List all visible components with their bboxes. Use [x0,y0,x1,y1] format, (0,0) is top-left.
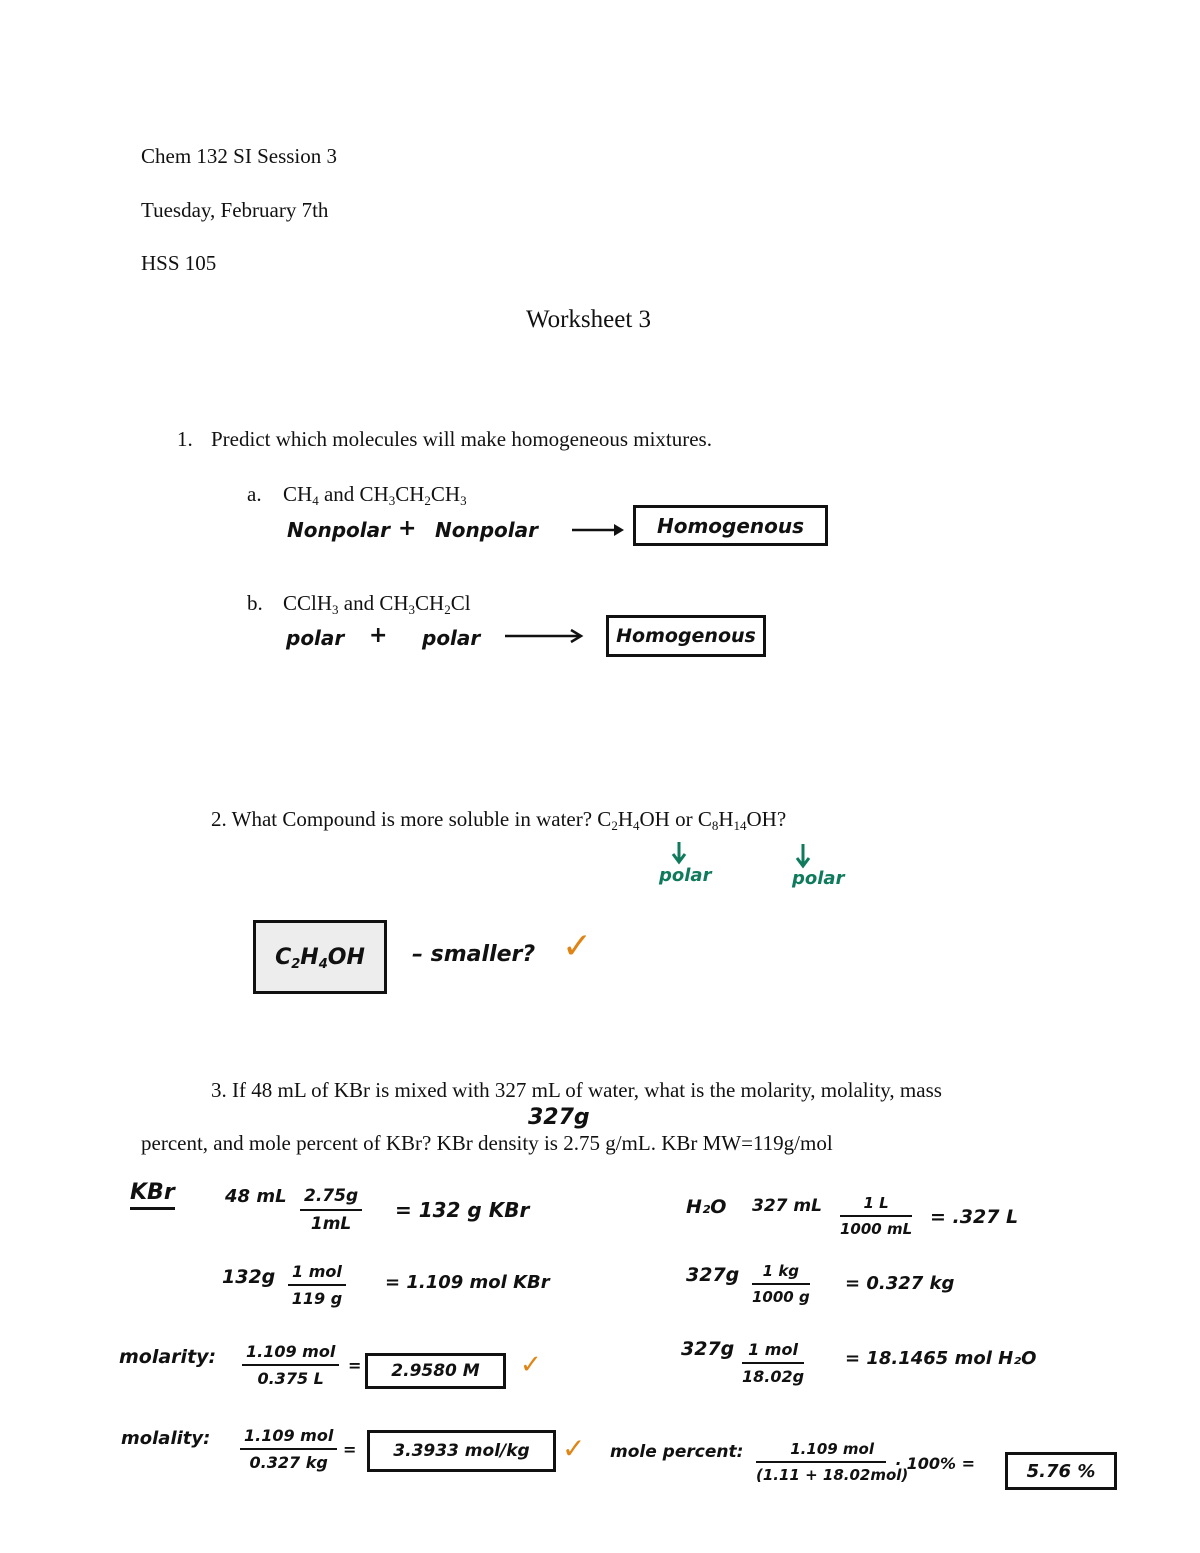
q1b-molecules: CClH$_3$ and $CH_3CH_2Cl$ [283,591,471,617]
molarity-label: molarity: [119,1346,217,1368]
h2omol-fraction: 1 mol 18.02g [742,1340,805,1386]
header-date: Tuesday, February 7th [141,198,329,222]
molarity-answer: 2.9580 M [391,1361,480,1381]
q1-number: 1. [177,427,193,451]
molarity-fraction: 1.109 mol 0.375 L [242,1342,339,1388]
page-title: Worksheet 3 [526,306,652,333]
q2-answer-box [253,920,387,994]
molality-answer-box [367,1430,556,1472]
molality-answer: 3.3933 mol/kg [393,1441,530,1461]
q1-text: Predict which molecules will make homogeneous mixtures. [211,427,712,451]
q1b-hw-right: polar [422,626,481,650]
q1b-hw-plus: + [369,623,388,648]
h2o-start: 327 mL [752,1196,822,1216]
molepct-fraction: 1.109 mol (1.11 + 18.02mol) [756,1440,909,1484]
check-icon: ✓ [520,1350,542,1380]
molarity-equals: = [348,1356,362,1375]
q2-comment: – smaller? [412,942,536,967]
q1b-answer: Homogenous [616,625,756,647]
h2o-result: = .327 L [930,1206,1019,1228]
molepct-label: mole percent: [610,1442,744,1462]
q1a-answer: Homogenous [656,513,805,538]
mol-start: 132g [222,1266,276,1288]
q1a-molecules: $CH_4$ and $CH_3CH_2CH_3$ [283,482,467,508]
molepct-answer-box [1005,1452,1117,1490]
q1b-answer-box [606,615,766,657]
q3-annotation: 327g [528,1105,590,1130]
check-icon: ✓ [562,926,593,967]
arrow-right-icon [503,627,585,645]
molality-equals: = [343,1440,357,1459]
molality-label: molality: [121,1428,211,1449]
arrow-right-icon [570,520,625,540]
q3-text-line2: percent, and mole percent of KBr? KBr density is 2.75 g/mL. KBr MW=119g/mol [141,1131,833,1155]
q1a-answer-box [633,505,828,546]
kbr-start: 48 mL [225,1186,287,1207]
q1a-label: a. [247,482,262,506]
molality-fraction: 1.109 mol 0.327 kg [240,1426,337,1472]
mol-result: = 1.109 mol KBr [385,1272,550,1293]
h2omol-start: 327g [681,1338,735,1360]
q2-note-polar-1: polar [659,865,712,886]
q2-note-polar-2: polar [792,868,845,889]
q1b-label: b. [247,591,263,615]
q1a-hw-right: Nonpolar [435,518,538,542]
kg-fraction: 1 kg 1000 g [752,1262,810,1306]
q2-question: 2. What Compound is more soluble in water? $C_2H_4OH$ or $C_8H_{14}OH$? [211,807,787,833]
molepct-mult: · 100% = [895,1454,976,1473]
molarity-answer-box [365,1353,506,1389]
arrow-down-icon [794,842,812,870]
q1b-hw-left: polar [286,626,345,650]
q2-answer: $C_2H_4OH$ [275,944,365,972]
mol-fraction: 1 mol 119 g [288,1262,346,1308]
h2o-fraction: 1 L 1000 mL [840,1194,913,1238]
q3-text-line1: 3. If 48 mL of KBr is mixed with 327 mL of water, what is the molarity, molality, mass [211,1078,942,1102]
header-course: Chem 132 SI Session 3 [141,144,338,168]
kbr-label: KBr [130,1180,175,1210]
header-room: HSS 105 [141,251,217,275]
arrow-down-icon [670,840,688,866]
kbr-result: = 132 g KBr [395,1198,530,1222]
kg-result: = 0.327 kg [845,1273,955,1294]
kg-start: 327g [686,1264,740,1286]
kbr-fraction: 2.75g 1mL [300,1186,362,1234]
check-icon: ✓ [562,1432,586,1465]
q1a-hw-plus: + [398,516,417,541]
h2o-label: H₂O [686,1196,727,1218]
molepct-answer: 5.76 % [1026,1460,1096,1482]
h2omol-result: = 18.1465 mol H₂O [845,1348,1037,1369]
q1a-hw-left: Nonpolar [287,518,390,542]
